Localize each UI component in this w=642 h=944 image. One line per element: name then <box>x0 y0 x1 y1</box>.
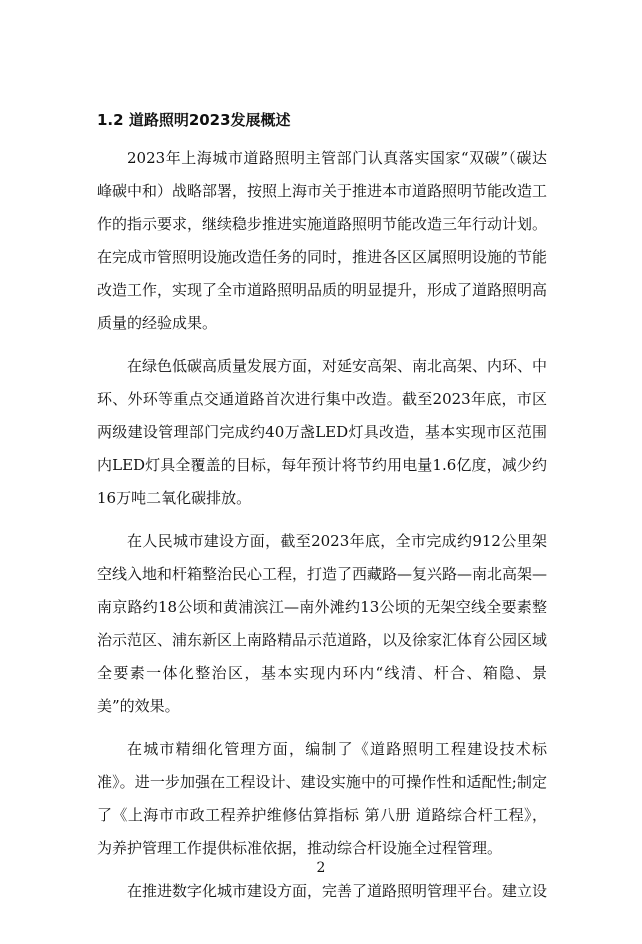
page-content <box>97 104 547 918</box>
section-title: 道路照明2023发展概述 <box>128 111 291 129</box>
paragraph-people-city: 在人民城市建设方面，截至2023年底，全市完成约912公里架空线入地和杆箱整治民心工程，打造了西藏路—复兴路—南北高架—南京路约18公顷和黄浦滨江—南外滩约13公顷的无架空线全要素整治示范区、浦东新区上南路精品示范道路，以及徐家汇体育公园区域全要素一体化整治区，基本实现内环内“线清、杆合、箱隐、景美”的效果。 <box>97 532 548 715</box>
section-number: 1.2 <box>97 111 124 129</box>
paragraph-green-low-carbon: 在绿色低碳高质量发展方面，对延安高架、南北高架、内环、中环、外环等重点交通道路首次进行集中改造。截至2023年底，市区两级建设管理部门完成约40万盏LED灯具改造，基本实现市区范围内LED灯具全覆盖的目标，每年预计将节约用电量1.6亿度，减少约16万吨二氧化碳排放。 <box>97 357 548 507</box>
paragraph-digital-city: 在推进数字化城市建设方面，完善了道路照明管理平台。建立设 <box>127 882 548 900</box>
page-number: 2 <box>316 860 326 876</box>
paragraph-refined-management: 在城市精细化管理方面，编制了《道路照明工程建设技术标准》。进一步加强在工程设计、建设实施中的可操作性和适配性;制定了《上海市市政工程养护维修估算指标 第八册 道路综合杆工程》，为养护管理工作提供标准依据，推动综合杆设施全过程管理。 <box>97 740 547 857</box>
paragraph-intro: 2023年上海城市道路照明主管部门认真落实国家“双碳”（碳达峰碳中和）战略部署，按照上海市关于推进本市道路照明节能改造工作的指示要求，继续稳步推进实施道路照明节能改造三年行动计划。在完成市管照明设施改造任务的同时，推进各区区属照明设施的节能改造工作，实现了全市道路照明品质的明显提升，形成了道路照明高质量的经验成果。 <box>97 149 548 332</box>
section-heading <box>97 104 547 137</box>
